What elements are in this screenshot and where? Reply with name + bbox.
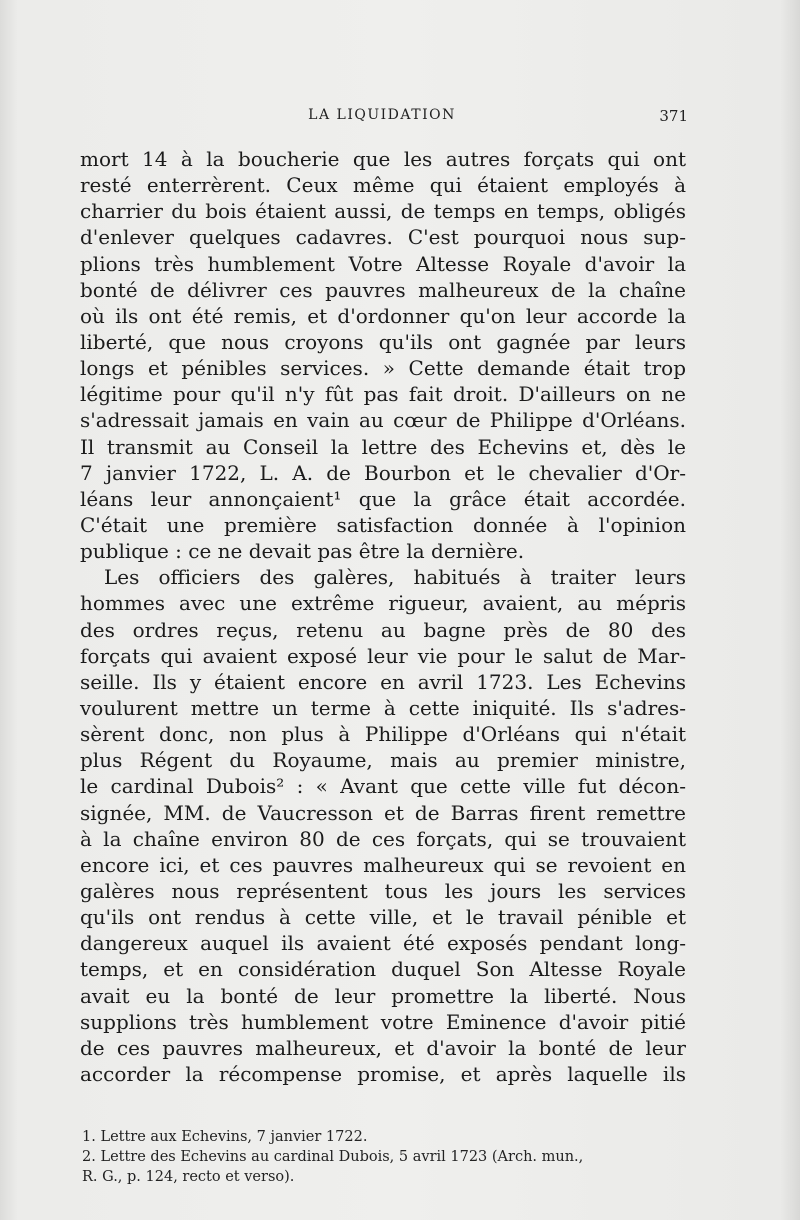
text-line: supplions très humblement votre Eminence d'avoir pitié [80, 1009, 686, 1034]
text-line: voulurent mettre un terme à cette iniquité. Ils s'adres- [80, 695, 686, 720]
text-line-paragraph-start: Les officiers des galères, habitués à traiter leurs [104, 565, 686, 590]
text-line: Il transmit au Conseil la lettre des Echevins et, dès le [80, 434, 686, 459]
text-line: des ordres reçus, retenu au bagne près de 80 des [80, 617, 686, 642]
text-line: sèrent donc, non plus à Philippe d'Orléans qui n'était [80, 722, 686, 747]
running-head [82, 107, 688, 129]
text-line: légitime pour qu'il n'y fût pas fait droit. D'ailleurs on ne [80, 382, 686, 407]
text-line: signée, MM. de Vaucresson et de Barras firent remettre [80, 800, 686, 825]
footnote-1: 1. Lettre aux Echevins, 7 janvier 1722. [82, 1129, 368, 1145]
text-line: liberté, que nous croyons qu'ils ont gagnée par leurs [80, 329, 686, 354]
text-line: hommes avec une extrême rigueur, avaient, au mépris [80, 591, 686, 616]
text-line: C'était une première satisfaction donnée à l'opinion [80, 512, 686, 537]
page-number: 371 [659, 107, 688, 125]
footnotes [82, 1127, 688, 1187]
text-line: resté enterrèrent. Ceux même qui étaient employés à [80, 173, 686, 198]
text-line: avait eu la bonté de leur promettre la liberté. Nous [80, 983, 686, 1008]
footnote-2: 2. Lettre des Echevins au cardinal Dubois, 5 avril 1723 (Arch. mun., [82, 1149, 584, 1165]
text-line: charrier du bois étaient aussi, de temps en temps, obligés [80, 199, 686, 224]
text-line: léans leur annonçaient¹ que la grâce était accordée. [80, 486, 686, 511]
text-line: dangereux auquel ils avaient été exposés pendant long- [80, 931, 686, 956]
text-line: de ces pauvres malheureux, et d'avoir la bonté de leur [80, 1035, 686, 1060]
text-line: encore ici, et ces pauvres malheureux qui se revoient en [80, 852, 686, 877]
text-line: s'adressait jamais en vain au cœur de Philippe d'Orléans. [80, 408, 686, 433]
footnote-2-continuation: R. G., p. 124, recto et verso). [82, 1169, 295, 1185]
text-line: mort 14 à la boucherie que les autres forçats qui ont [80, 147, 686, 171]
text-line: qu'ils ont rendus à cette ville, et le travail pénible et [80, 905, 686, 930]
text-line: longs et pénibles services. » Cette demande était trop [80, 356, 686, 381]
text-line: d'enlever quelques cadavres. C'est pourquoi nous sup- [80, 225, 686, 250]
text-line: temps, et en considération duquel Son Altesse Royale [80, 957, 686, 982]
text-line: galères nous représentent tous les jours les services [80, 878, 686, 903]
text-line: le cardinal Dubois² : « Avant que cette ville fut décon- [80, 774, 686, 799]
body-text [80, 146, 686, 1087]
running-title: LA LIQUIDATION [308, 107, 456, 123]
text-line-paragraph-end: publique : ce ne devait pas être la dernière. [80, 539, 525, 564]
text-line: où ils ont été remis, et d'ordonner qu'on leur accorde la [80, 303, 686, 328]
text-line: plions très humblement Votre Altesse Royale d'avoir la [80, 251, 686, 276]
text-line: seille. Ils y étaient encore en avril 1723. Les Echevins [80, 669, 686, 694]
text-line: à la chaîne environ 80 de ces forçats, qui se trouvaient [80, 826, 686, 851]
text-line: accorder la récompense promise, et après laquelle ils [80, 1061, 686, 1086]
text-line: bonté de délivrer ces pauvres malheureux de la chaîne [80, 277, 686, 302]
text-line: plus Régent du Royaume, mais au premier ministre, [80, 748, 686, 773]
text-line: forçats qui avaient exposé leur vie pour le salut de Mar- [80, 643, 686, 668]
text-line: 7 janvier 1722, L. A. de Bourbon et le chevalier d'Or- [80, 460, 686, 485]
